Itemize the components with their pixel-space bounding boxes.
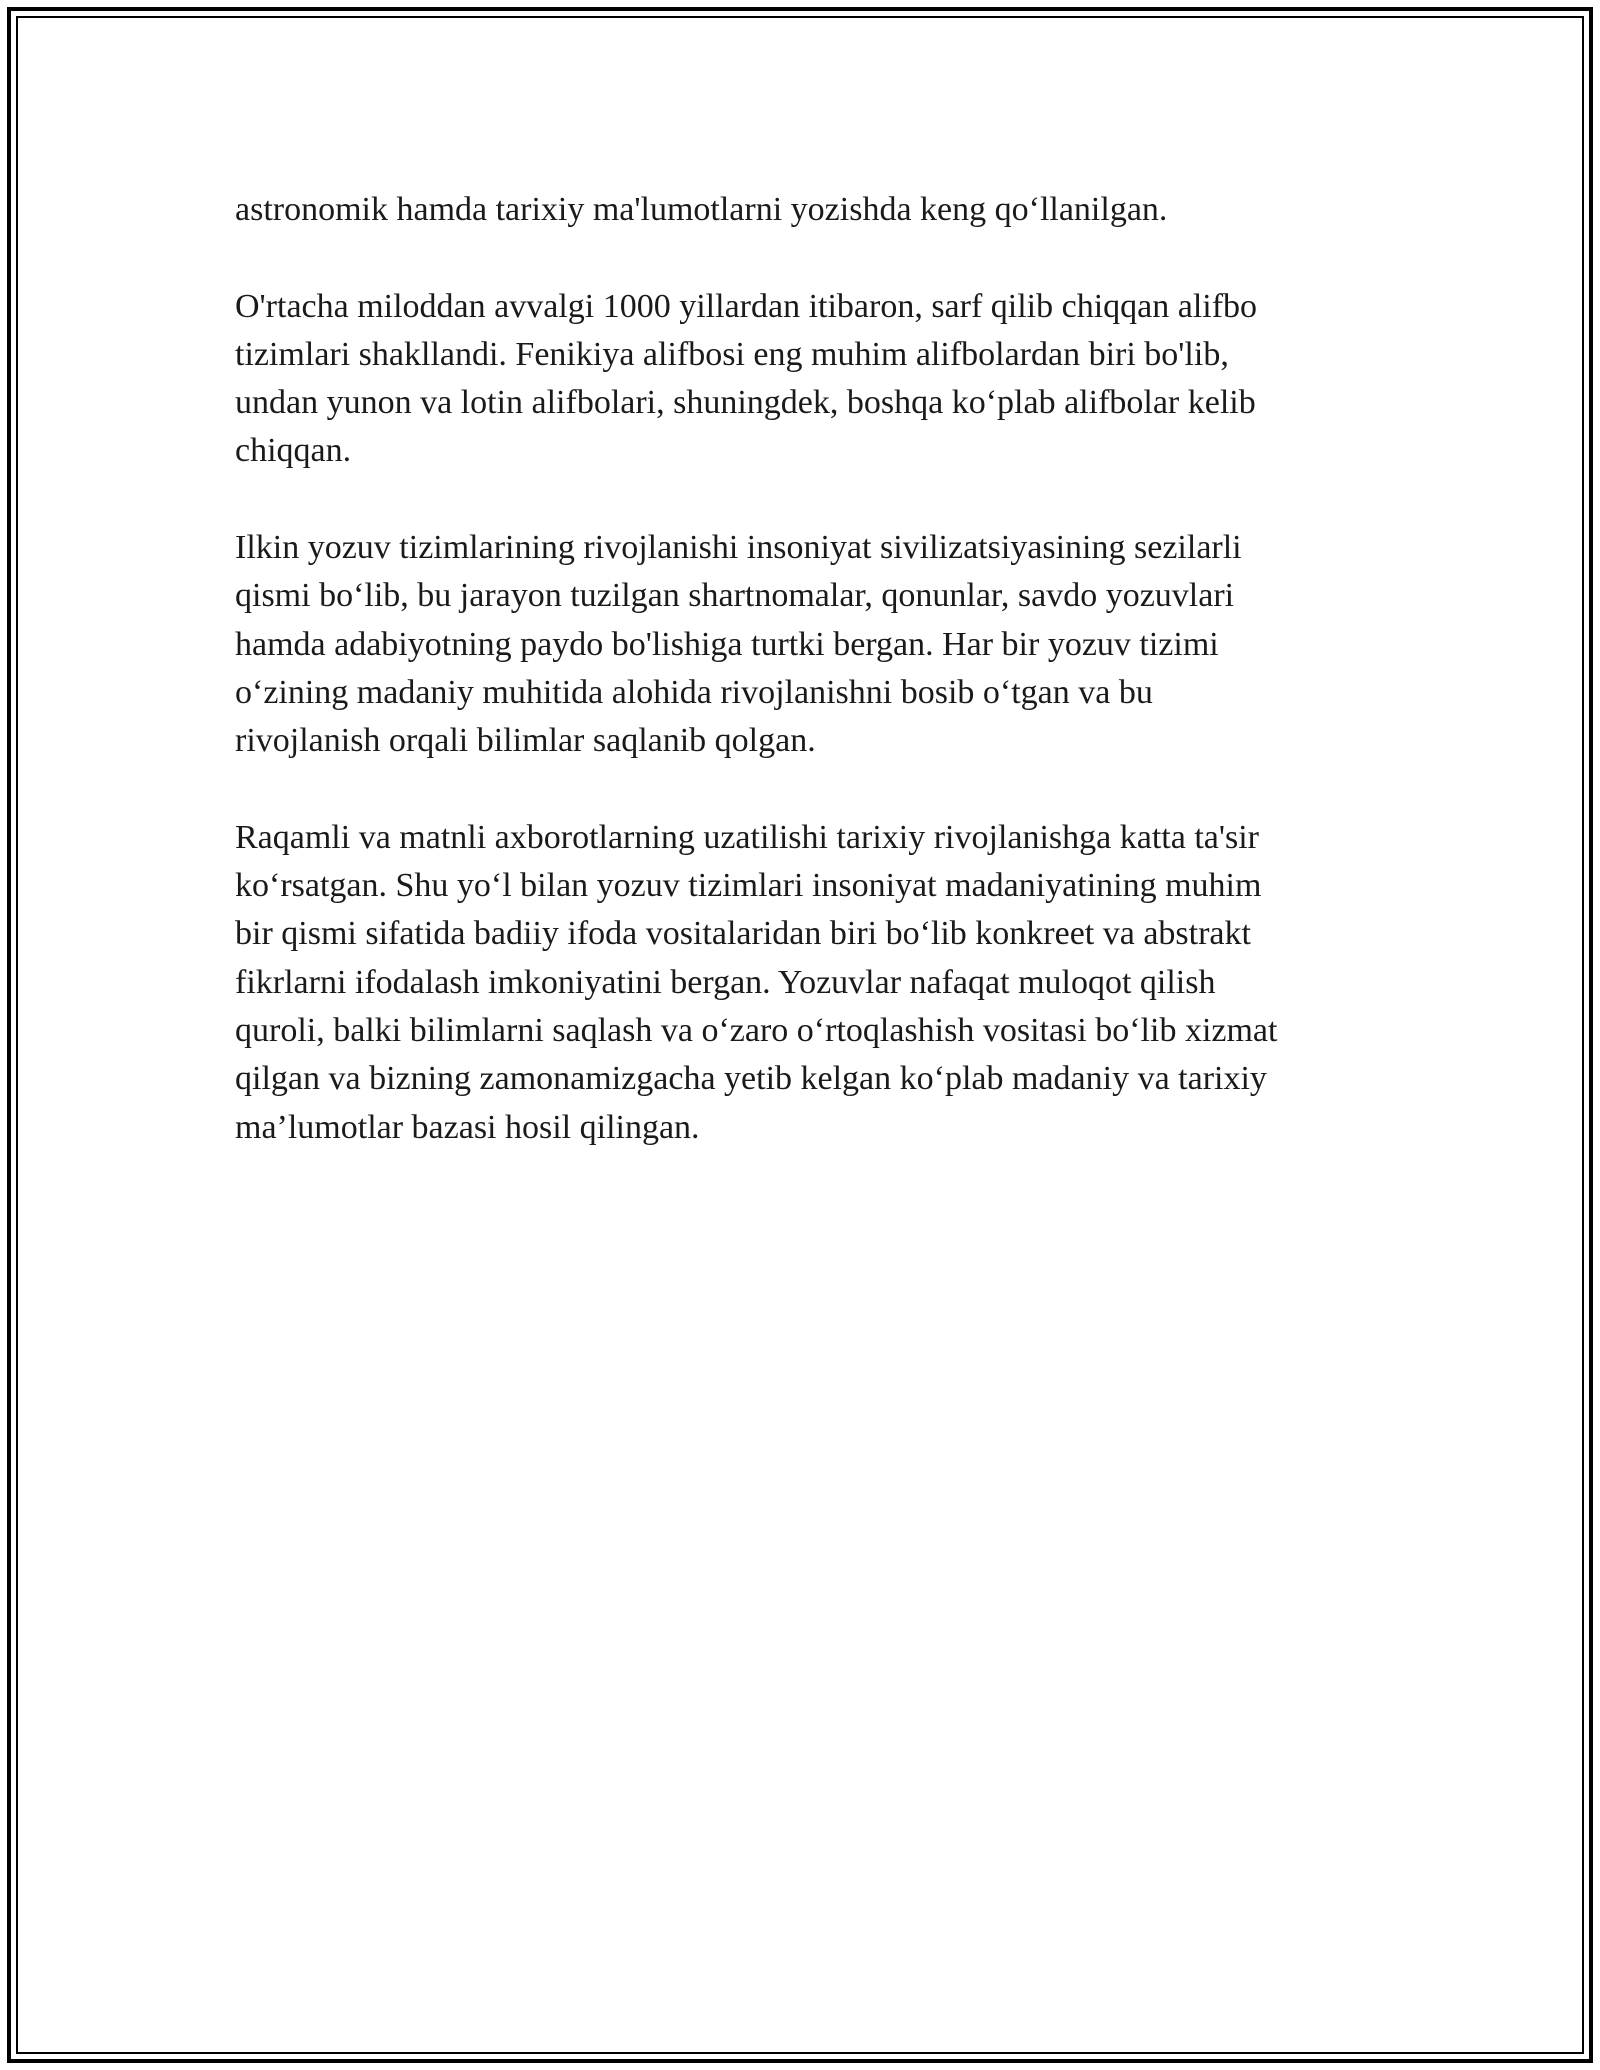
paragraph-2: O'rtacha miloddan avvalgi 1000 yillardan itibaron, sarf qilib chiqqan alifbo tizimlari shakllandi. Fenikiya alifbosi eng muhim alifbolardan biri bo'lib, undan yunon va lotin alifbolari, shuningdek, boshqa ko‘plab alifbolar kelib chiqqan. (235, 287, 1258, 470)
paragraph-3: Ilkin yozuv tizimlarining rivojlanishi insoniyat sivilizatsiyasining sezilarli qismi bo‘lib, bu jarayon tuzilgan shartnomalar, qonunlar, savdo yozuvlari hamda adabiyotning paydo bo'lishiga turtki bergan. Har bir yozuv tizimi o‘zining madaniy muhitida alohida rivojlanishni bosib o‘tgan va bu rivojlanish orqali bilimlar saqlanib qolgan. (235, 529, 1242, 760)
paragraph-4: Raqamli va matnli axborotlarning uzatilishi tarixiy rivojlanishga katta ta'sir ko‘rsatgan. Shu yo‘l bilan yozuv tizimlari insoniyat madaniyatining muhim bir qismi sifatida badiiy ifoda vositalaridan biri bo‘lib konkreet va abstrakt fikrlarni ifodalash imkoniyatini bergan. Yozuvlar nafaqat muloqot qilish quroli, balki bilimlarni saqlash va o‘zaro o‘rtoqlashish vositasi bo‘lib xizmat qilgan va bizning zamonamizgacha yetib kelgan ko‘plab madaniy va tarixiy ma’lumotlar bazasi hosil qilingan. (235, 818, 1278, 1146)
paragraph-1: astronomik hamda tarixiy ma'lumotlarni yozishda keng qo‘llanilgan. (235, 191, 1168, 228)
document-body (235, 186, 1380, 1200)
